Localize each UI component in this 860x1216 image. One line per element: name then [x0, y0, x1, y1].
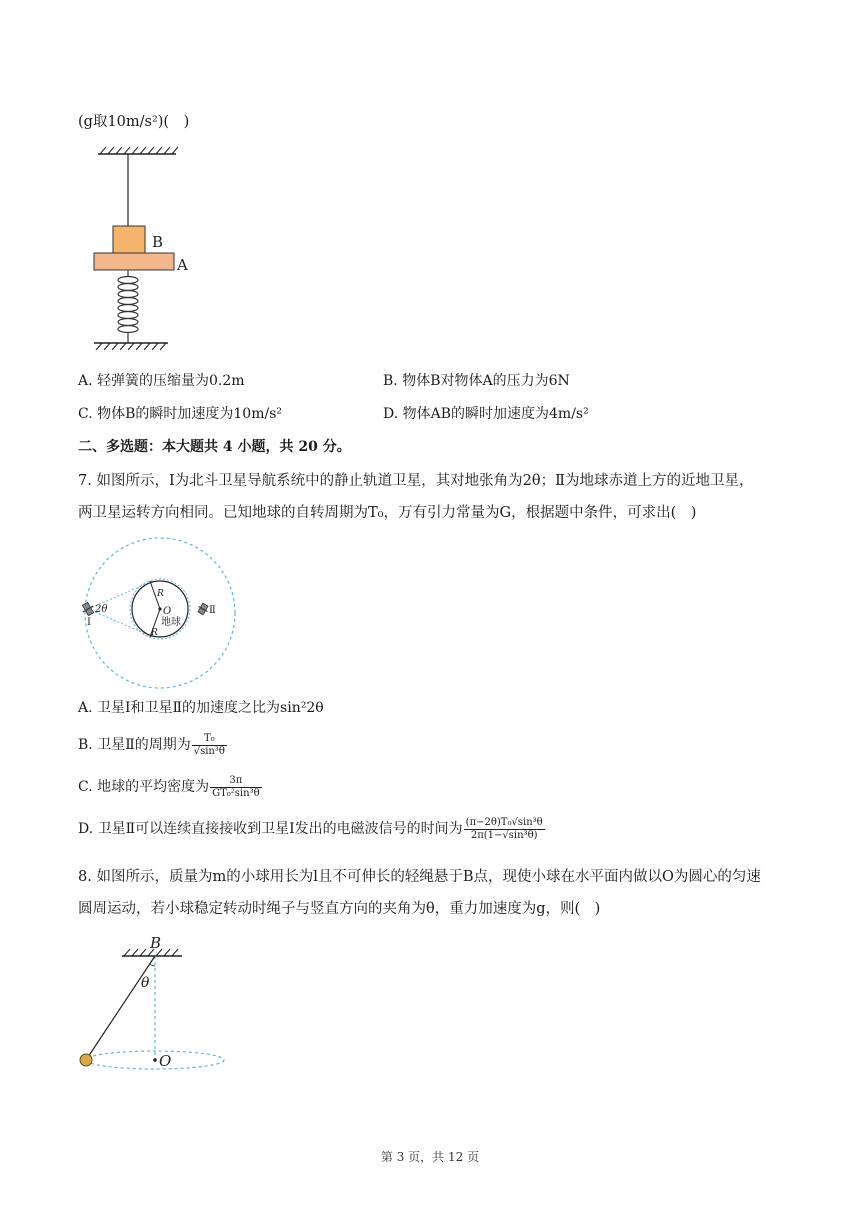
q6-option-b: B. 物体B对物体A的压力为6N [383, 373, 570, 389]
earth-label: 地球 [161, 617, 181, 628]
q6-tail-text: (g取10m/s²)( ) [78, 114, 190, 130]
q7-option-b-fraction [192, 733, 227, 758]
section-heading: 二、多选题：本大题共 4 小题，共 20 分。 [78, 439, 351, 455]
q8-line2: 圆周运动，若小球稳定转动时绳子与竖直方向的夹角为θ，重力加速度为g，则( ) [78, 901, 601, 917]
q6-figure [86, 140, 206, 355]
label-a: A [177, 256, 188, 274]
q7-figure [78, 533, 240, 695]
page-footer: 第 3 页，共 12 页 [380, 1150, 480, 1164]
q7-option-d-fraction [464, 817, 545, 842]
radius-label-bottom: R [151, 628, 158, 638]
q7-option-b-num: T₀ [192, 733, 227, 746]
radius-label-top: R [157, 589, 164, 599]
q7-option-b-den: √sin³θ [193, 745, 225, 757]
theta-label: θ [141, 975, 150, 991]
q7-option-c-den: GT₀²sin³θ [212, 787, 260, 799]
q7-option-a: A. 卫星Ⅰ和卫星Ⅱ的加速度之比为sin²2θ [78, 700, 324, 716]
q7-option-b-prefix: B. 卫星Ⅱ的周期为 [78, 737, 191, 753]
q6-option-a: A. 轻弹簧的压缩量为0.2m [78, 373, 245, 389]
q6-option-c: C. 物体B的瞬时加速度为10m/s² [78, 406, 283, 422]
q7-option-c-fraction [210, 775, 261, 800]
q7-line1: 7. 如图所示，Ⅰ为北斗卫星导航系统中的静止轨道卫星，其对地张角为2θ；Ⅱ为地球赤道上方的近地卫星， [78, 473, 754, 489]
point-b-label: B [150, 934, 162, 952]
q8-figure [72, 932, 232, 1077]
q7-option-d-den: 2π(1−√sin³θ) [470, 829, 538, 841]
q7-option-d-num: (π−2θ)T₀√sin³θ [465, 816, 543, 828]
q7-option-d [78, 816, 545, 842]
center-o-label: O [159, 1052, 172, 1070]
sat2-label: Ⅱ [209, 605, 216, 616]
q7-option-c-num: 3π [210, 775, 261, 788]
center-label: O [163, 606, 172, 617]
q7-option-d-prefix: D. 卫星Ⅱ可以连续直接接收到卫星Ⅰ发出的电磁波信号的时间为 [78, 821, 463, 837]
q8-line1: 8. 如图所示，质量为m的小球用长为l且不可伸长的轻绳悬于B点，现使小球在水平面内做以O为圆心的匀速 [78, 869, 761, 885]
sat1-label: Ⅰ [87, 617, 91, 628]
label-b: B [152, 233, 164, 251]
angle-label: 2θ [95, 604, 108, 615]
q7-option-b [78, 732, 227, 758]
q7-option-c [78, 774, 262, 800]
q7-option-c-prefix: C. 地球的平均密度为 [78, 779, 210, 795]
q6-option-d: D. 物体AB的瞬时加速度为4m/s² [383, 406, 589, 422]
q7-line2: 两卫星运转方向相同。已知地球的自转周期为T₀，万有引力常量为G，根据题中条件，可求出( ) [78, 505, 697, 521]
